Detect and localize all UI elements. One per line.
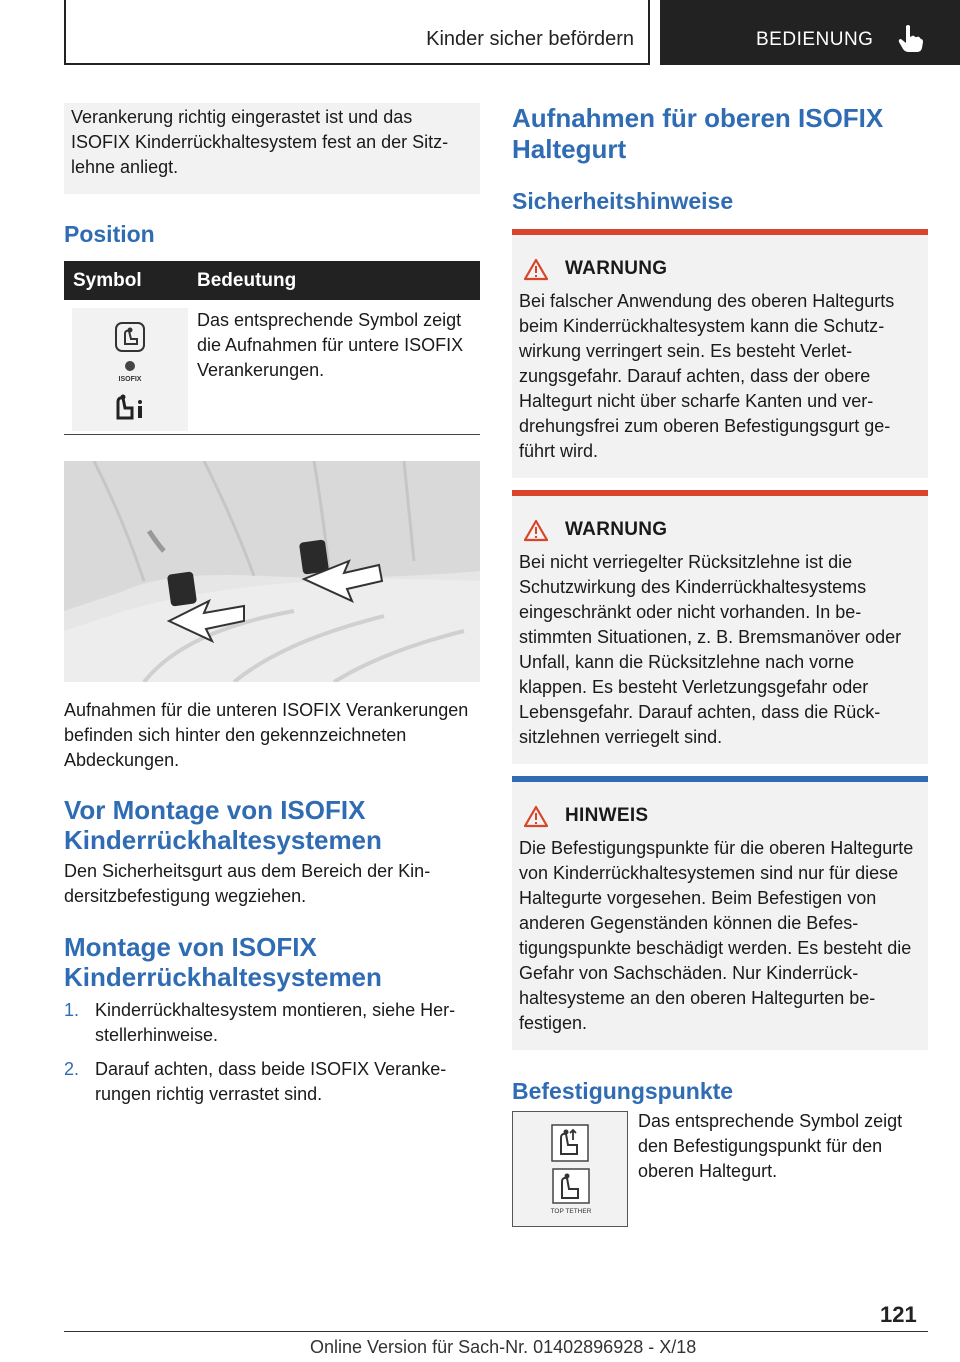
top-tether-seat-icon bbox=[551, 1124, 589, 1162]
intro-text: Verankerung richtig eingerastet ist und das ISOFIX Kinderrückhaltesystem fest an der Sitzlehne anliegt. bbox=[71, 107, 449, 177]
symbol-table bbox=[64, 261, 480, 435]
page-number: 121 bbox=[880, 1302, 917, 1327]
photo-caption: Aufnahmen für die unteren ISOFIX Verankerungen befinden sich hinter den gekennzeichneten Abdeckungen. bbox=[64, 699, 469, 770]
intro-note-box bbox=[64, 103, 480, 194]
list-item bbox=[64, 998, 480, 1048]
top-tether-symbol-box bbox=[512, 1111, 628, 1227]
warning-box-2 bbox=[512, 490, 928, 764]
rear-seat-photo bbox=[64, 461, 480, 682]
before-mounting-text: Den Sicherheitsgurt aus dem Bereich der Kindersitzbefestigung wegziehen. bbox=[64, 860, 431, 906]
mounting-steps bbox=[64, 998, 480, 1107]
pointing-hand-icon bbox=[898, 24, 924, 54]
header-chapter bbox=[64, 0, 650, 65]
child-seat-info-icon bbox=[114, 394, 148, 424]
warning-bar bbox=[512, 229, 928, 235]
top-tether-label: TOP TETHER bbox=[550, 1208, 592, 1215]
warning-title-row bbox=[519, 249, 920, 289]
footer-online-version: Online Version für Sach-Nr. 01402896928 - X/18 bbox=[310, 1337, 697, 1357]
notice-title-row bbox=[519, 796, 920, 836]
step-text: Kinderrückhaltesystem montieren, siehe Herstellerhinweise. bbox=[95, 999, 456, 1045]
notice-bar bbox=[512, 776, 928, 782]
header-section-tab bbox=[660, 0, 960, 65]
list-item bbox=[64, 1057, 480, 1107]
isofix-logo-icon bbox=[118, 358, 142, 382]
notice-text: Die Befestigungspunkte für die oberen Haltegurte von Kinderrückhaltesystemen sind nur für diese Haltegurte vorgesehen. Beim Befestigen von anderen Gegenständen können die Befestigungspunkte beschädigt werden. Es besteht die Gefahr von Sachschäden. Nur Kinderrückhaltesysteme an den oberen Haltegurten befestigen. bbox=[519, 838, 914, 1033]
warning-triangle-icon bbox=[523, 519, 549, 542]
section-tab-label: BEDIENUNG bbox=[756, 29, 874, 50]
notice-box bbox=[512, 776, 928, 1050]
top-tether-heading: Aufnahmen für oberen ISOFIX Haltegurt bbox=[512, 103, 884, 164]
anchor-points-heading: Befestigungspunkte bbox=[512, 1078, 734, 1104]
right-column bbox=[512, 103, 928, 1229]
mounting-heading: Montage von ISOFIX Kinderrückhaltesystemen bbox=[64, 931, 382, 992]
position-heading: Position bbox=[64, 221, 155, 247]
chapter-title: Kinder sicher befördern bbox=[426, 28, 634, 50]
warning-title: WARNUNG bbox=[565, 258, 668, 279]
anchor-points-section bbox=[512, 1111, 928, 1229]
warning-bar bbox=[512, 490, 928, 496]
left-column bbox=[64, 103, 480, 1116]
warning-title: WARNUNG bbox=[565, 519, 668, 540]
table-header-symbol: Symbol bbox=[64, 261, 188, 300]
footer-divider bbox=[64, 1331, 928, 1332]
table-row-text: Das entsprechende Symbol zeigt die Aufnahmen für untere ISOFIX Verankerungen. bbox=[188, 300, 480, 434]
notice-title: HINWEIS bbox=[565, 805, 649, 826]
step-number: 2. bbox=[64, 1058, 80, 1079]
warning-triangle-icon bbox=[523, 805, 549, 828]
table-row bbox=[64, 300, 480, 434]
anchor-points-text: Das entsprechende Symbol zeigt den Befestigungspunkt für den oberen Haltegurt. bbox=[638, 1111, 903, 1181]
safety-heading: Sicherheitshinweise bbox=[512, 188, 734, 214]
warning-text: Bei falscher Anwendung des oberen Haltegurts beim Kinderrückhaltesystem kann die Schutzwirkung verringert sein. Es besteht Verletzungsgefahr. Darauf achten, dass der obere Haltegurt nicht über scharfe Kanten und verdrehungsfrei zum oberen Befestigungsgurt geführt wird. bbox=[519, 291, 895, 461]
table-header-meaning: Bedeutung bbox=[188, 261, 480, 300]
top-tether-logo-icon bbox=[549, 1168, 593, 1216]
warning-title-row bbox=[519, 510, 920, 550]
warning-box-1 bbox=[512, 229, 928, 478]
isofix-label: ISOFIX bbox=[118, 376, 142, 382]
warning-triangle-icon bbox=[523, 258, 549, 281]
before-mounting-heading: Vor Montage von ISOFIX Kinderrückhaltesystemen bbox=[64, 794, 382, 855]
step-number: 1. bbox=[64, 999, 80, 1020]
child-seat-icon bbox=[115, 322, 145, 352]
warning-text: Bei nicht verriegelter Rücksitzlehne ist die Schutzwirkung des Kinderrückhaltesystems eingeschränkt oder nicht vorhanden. In bestimmten Situationen, z. B. Bremsmanöver oder Unfall, kann die Rücksitzlehne nach vorne klappen. Es besteht Verletzungsgefahr oder Lebensgefahr. Darauf achten, dass die Rücksitzlehnen verriegelt sind. bbox=[519, 552, 902, 747]
step-text: Darauf achten, dass beide ISOFIX Verankerungen richtig verrastet sind. bbox=[95, 1058, 447, 1104]
isofix-symbol-box bbox=[72, 308, 188, 431]
